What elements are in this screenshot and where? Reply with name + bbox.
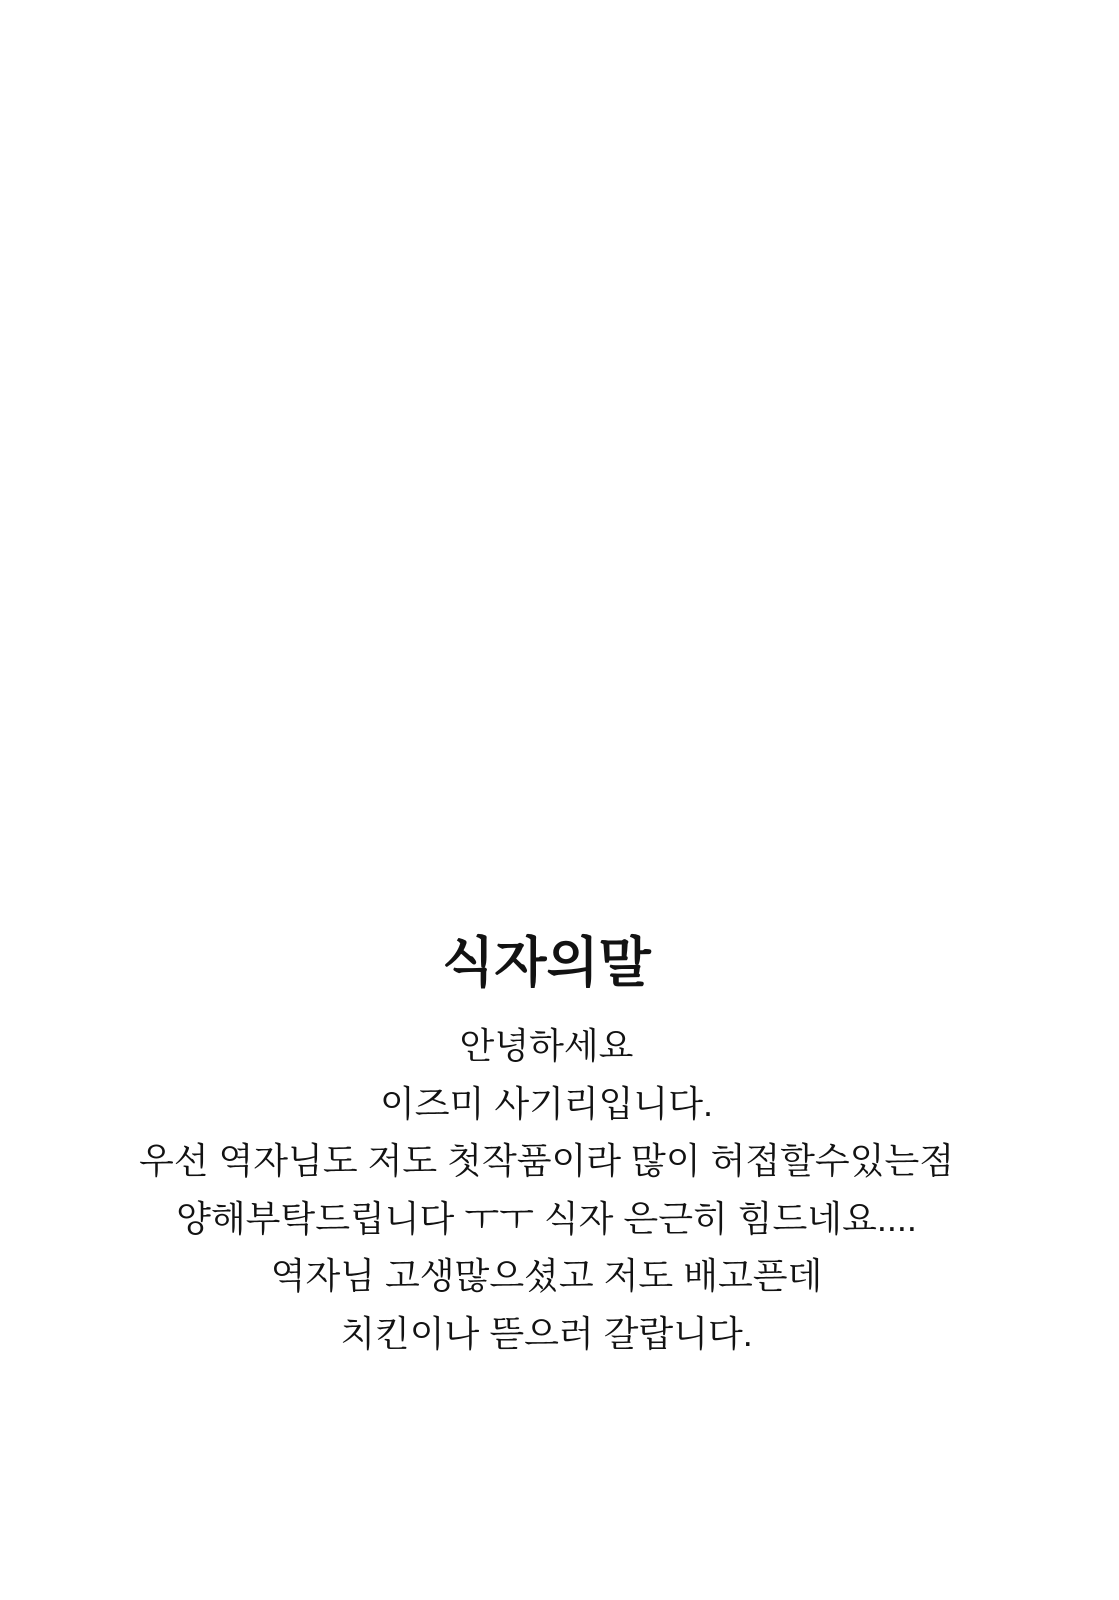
note-line-introduction: 이즈미 사기리입니다. [380,1082,713,1124]
note-line-first-work-apology: 우선 역자님도 저도 첫작품이라 많이 허접할수있는점 [138,1140,955,1181]
note-line-understanding-request: 양해부탁드립니다 ㅜㅜ 식자 은근히 힘드네요.... [176,1197,917,1239]
note-line-chicken-signoff: 치킨이나 뜯으러 갈랍니다. [340,1312,753,1354]
note-line-thanks-translator: 역자님 고생많으셨고 저도 배고픈데 [270,1255,823,1296]
note-line-greeting: 안녕하세요 [459,1025,634,1066]
typesetter-note-body [0,1017,1093,1362]
typesetter-note-title: 식자의말 [442,933,651,993]
